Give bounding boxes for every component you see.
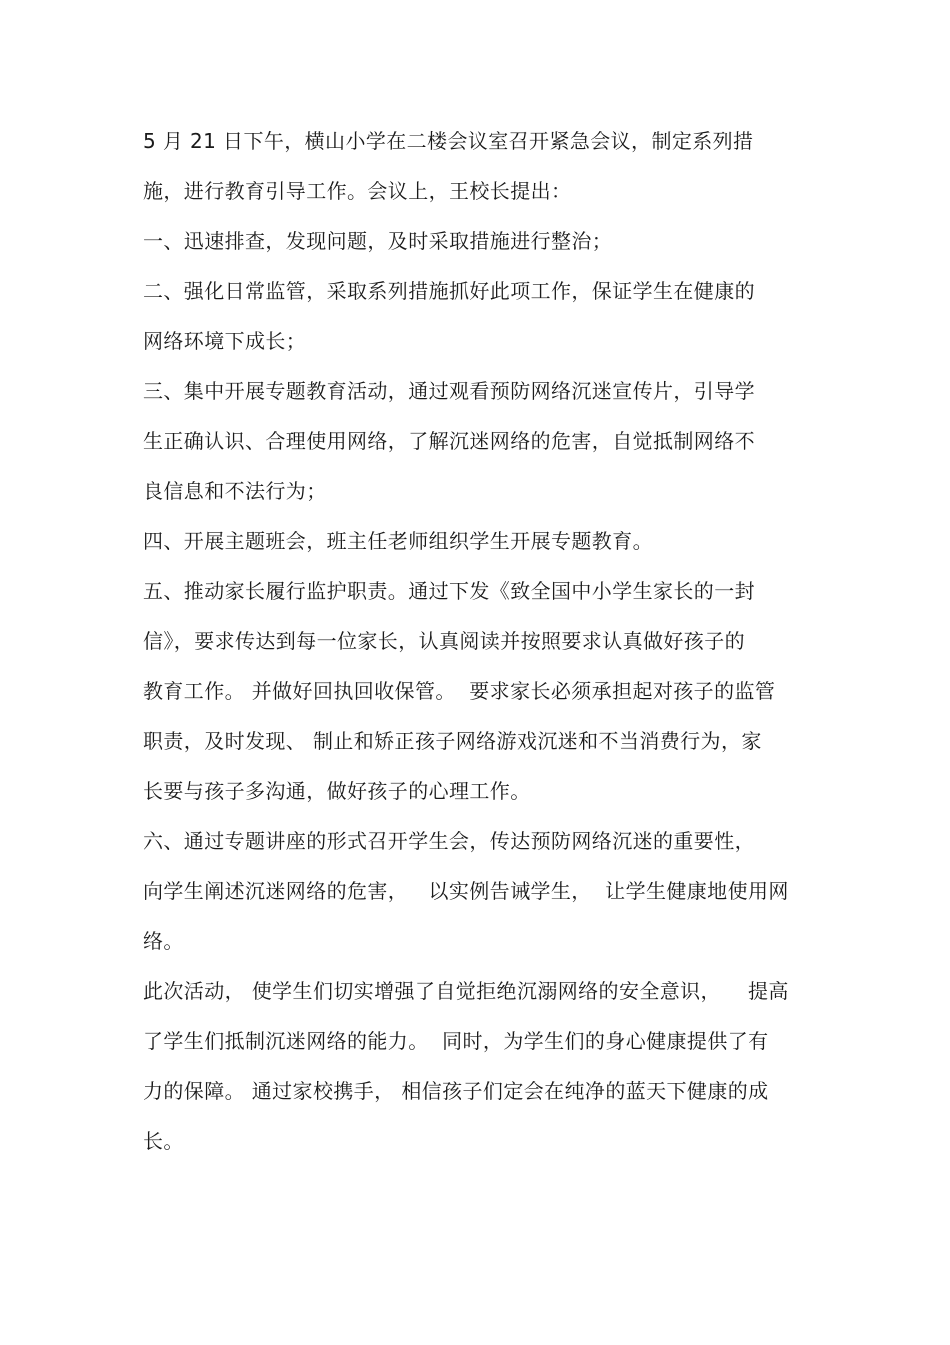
text-line: 此次活动， 使学生们切实增强了自觉拒绝沉溺网络的安全意识， 提高 xyxy=(143,979,789,1003)
text-line: 施，进行教育引导工作。会议上，王校长提出： xyxy=(143,179,572,203)
text-line: 教育工作。 并做好回执回收保管。 要求家长必须承担起对孩子的监管 xyxy=(143,679,776,703)
text-line: 生正确认识、合理使用网络，了解沉迷网络的危害，自觉抵制网络不 xyxy=(143,429,755,453)
text-line: 四、开展主题班会，班主任老师组织学生开展专题教育。 xyxy=(143,529,653,553)
text-line: 一、迅速排查，发现问题，及时采取措施进行整治； xyxy=(143,229,613,253)
text-line: 二、强化日常监管，采取系列措施抓好此项工作，保证学生在健康的 xyxy=(143,279,755,303)
text-line: 信》，要求传达到每一位家长，认真阅读并按照要求认真做好孩子的 xyxy=(143,629,745,653)
text-line: 长要与孩子多沟通，做好孩子的心理工作。 xyxy=(143,779,531,803)
text-line: 良信息和不法行为； xyxy=(143,479,327,503)
text-line: 了学生们抵制沉迷网络的能力。 同时，为学生们的身心健康提供了有 xyxy=(143,1029,769,1053)
text-line: 向学生阐述沉迷网络的危害， 以实例告诫学生， 让学生健康地使用网 xyxy=(143,879,789,903)
text-line: 长。 xyxy=(143,1129,184,1153)
text-line: 五、推动家长履行监护职责。通过下发《致全国中小学生家长的一封 xyxy=(143,579,755,603)
text-line: 六、通过专题讲座的形式召开学生会，传达预防网络沉迷的重要性， xyxy=(143,829,755,853)
text-line: 网络环境下成长； xyxy=(143,329,307,353)
text-line: 三、集中开展专题教育活动，通过观看预防网络沉迷宣传片，引导学 xyxy=(143,379,755,403)
text-line: 5 月 21 日下午，横山小学在二楼会议室召开紧急会议，制定系列措 xyxy=(143,129,754,153)
text-line: 力的保障。 通过家校携手， 相信孩子们定会在纯净的蓝天下健康的成 xyxy=(143,1079,769,1103)
text-line: 职责，及时发现、 制止和矫正孩子网络游戏沉迷和不当消费行为，家 xyxy=(143,729,762,753)
text-line: 络。 xyxy=(143,929,184,953)
